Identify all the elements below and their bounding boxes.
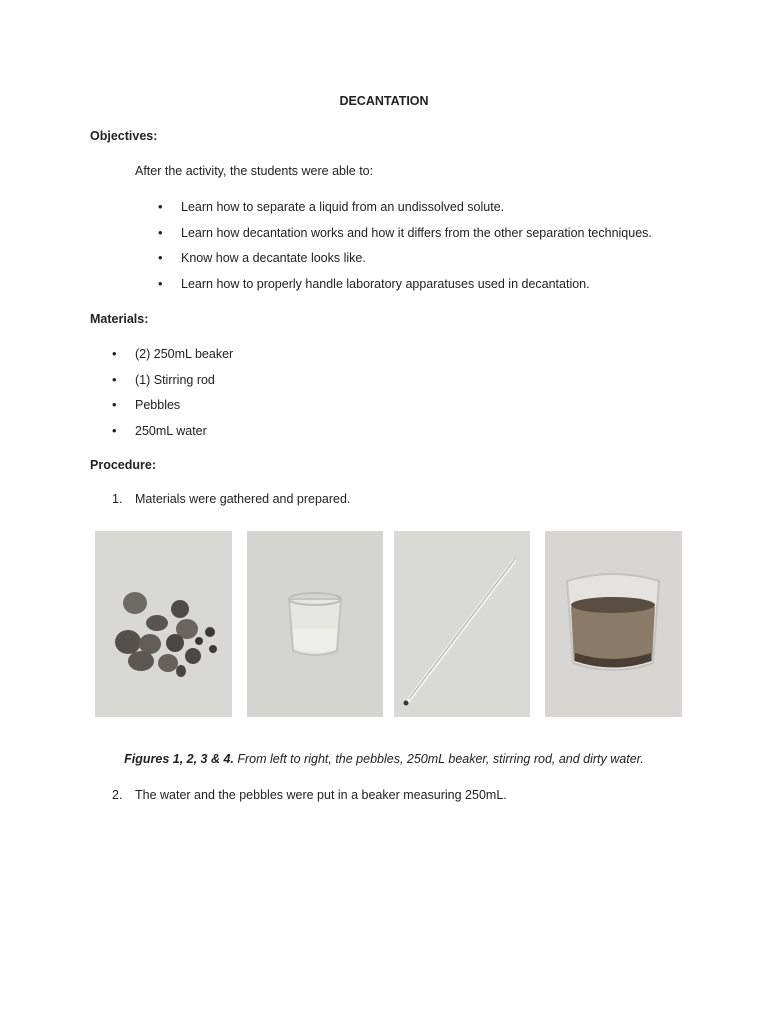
- procedure-heading: Procedure:: [90, 458, 156, 472]
- material-item: (1) Stirring rod: [135, 373, 215, 387]
- bullet-icon: •: [112, 397, 117, 412]
- objective-item: Learn how to separate a liquid from an undissolved solute.: [181, 200, 505, 214]
- material-item: 250mL water: [135, 424, 207, 438]
- bullet-icon: •: [112, 346, 117, 361]
- bullet-icon: •: [158, 250, 163, 265]
- material-item: Pebbles: [135, 398, 181, 412]
- bullet-icon: •: [112, 423, 117, 438]
- step-number: 1.: [112, 492, 123, 506]
- bullet-icon: •: [158, 199, 163, 214]
- step-text: The water and the pebbles were put in a beaker measuring 250mL.: [135, 788, 507, 802]
- step-text: Materials were gathered and prepared.: [135, 492, 351, 506]
- bullet-icon: •: [158, 276, 163, 291]
- document-title: DECANTATION: [339, 94, 429, 108]
- figure-caption: [0, 752, 768, 766]
- dirty-water-photo: [545, 531, 682, 717]
- materials-heading: Materials:: [90, 312, 149, 326]
- pebbles-photo: [95, 531, 232, 717]
- objectives-intro: After the activity, the students were able to:: [135, 164, 374, 178]
- stirring-rod-photo: [394, 531, 530, 717]
- objectives-heading: Objectives:: [90, 129, 158, 143]
- material-item: (2) 250mL beaker: [135, 347, 234, 361]
- objective-item: Know how a decantate looks like.: [181, 251, 366, 265]
- objective-item: Learn how decantation works and how it differs from the other separation techniques.: [181, 226, 652, 240]
- figure-caption-label: Figures 1, 2, 3 & 4.: [124, 752, 234, 766]
- figure-caption-text: From left to right, the pebbles, 250mL beaker, stirring rod, and dirty water.: [233, 752, 644, 766]
- bullet-icon: •: [158, 225, 163, 240]
- beaker-photo: [247, 531, 383, 717]
- objective-item: Learn how to properly handle laboratory apparatuses used in decantation.: [181, 277, 590, 291]
- bullet-icon: •: [112, 372, 117, 387]
- step-number: 2.: [112, 788, 123, 802]
